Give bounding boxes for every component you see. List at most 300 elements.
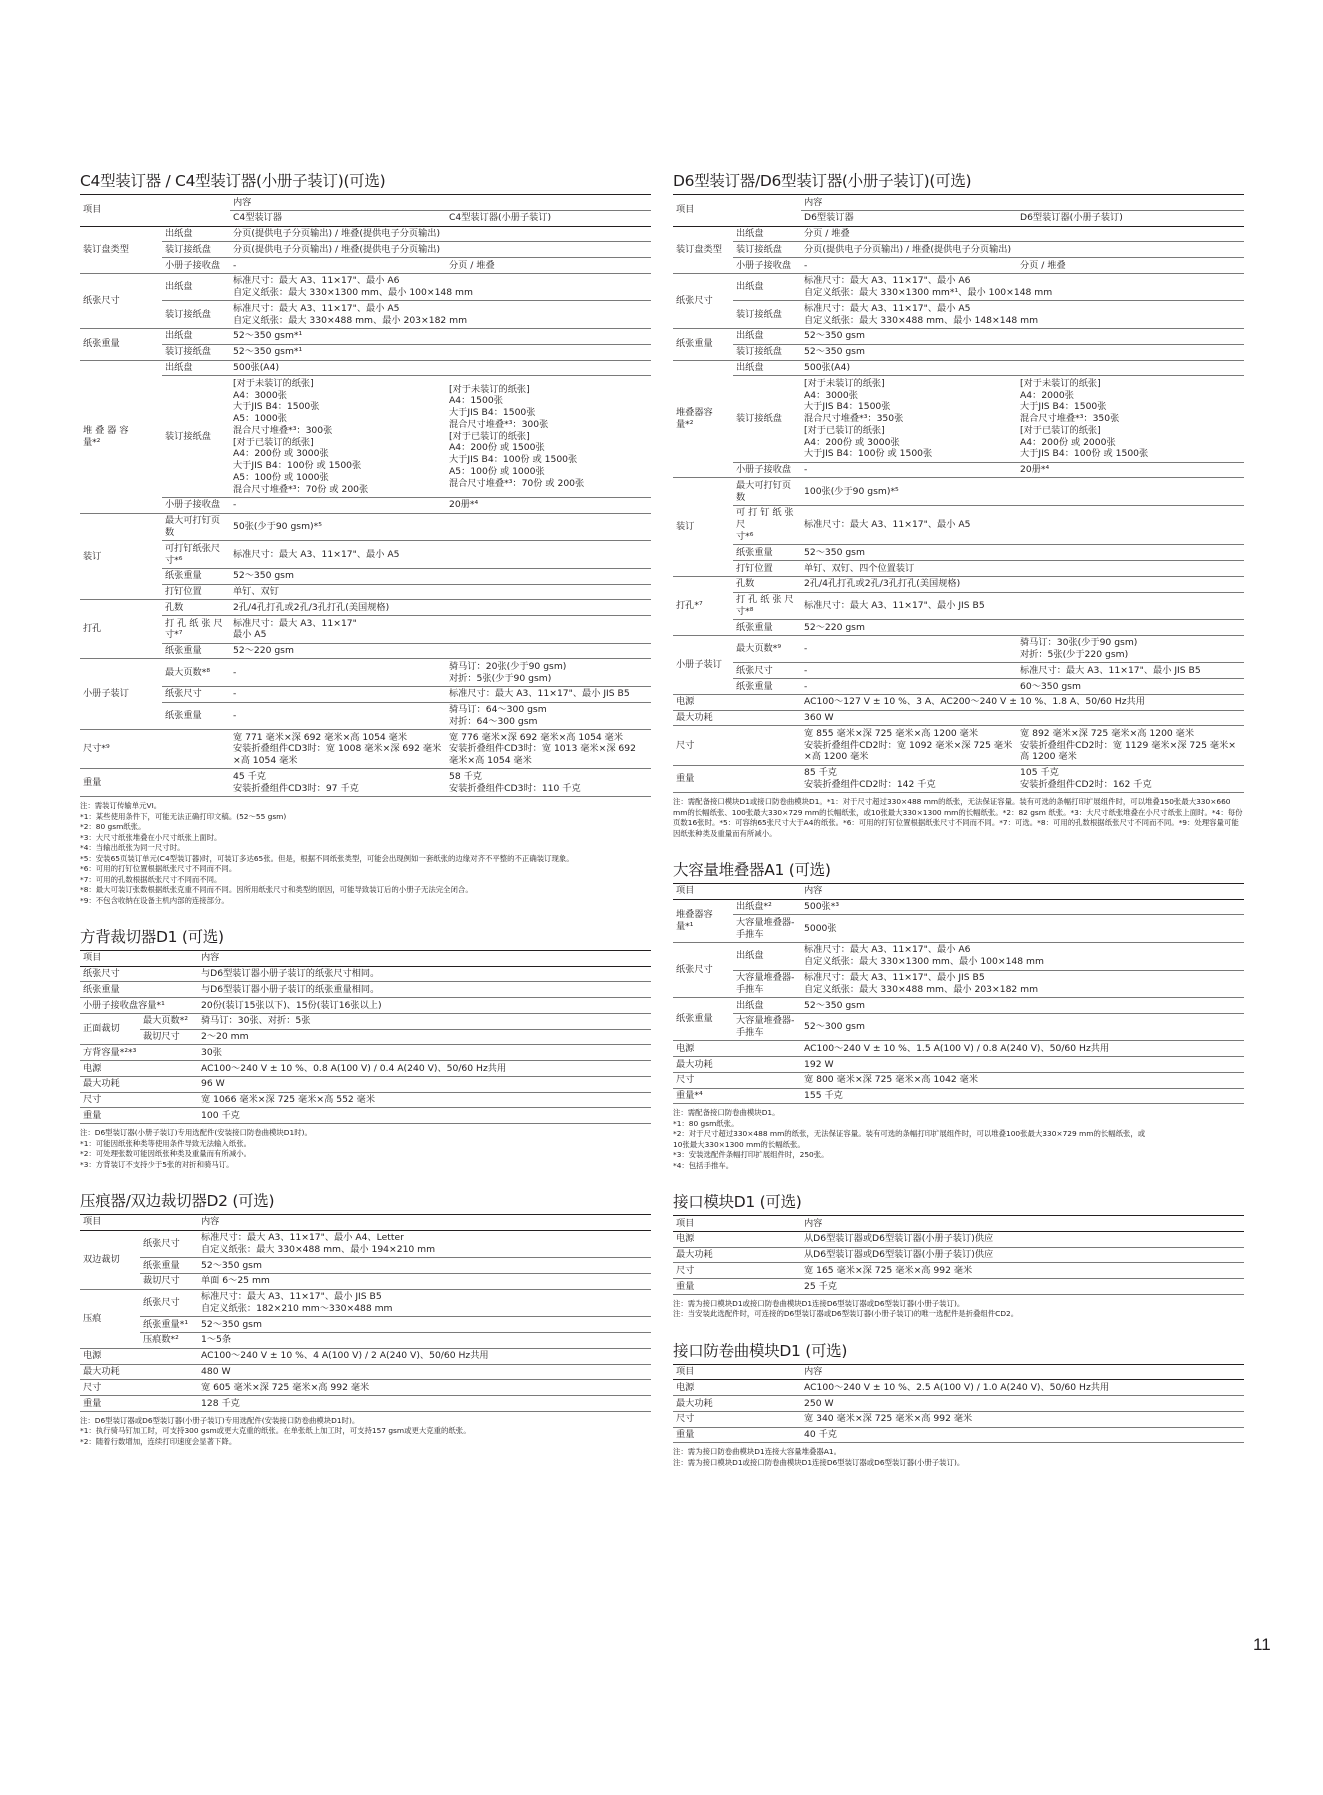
table-cell-value: [对于未装订的纸张] A4：1500张 大于JIS B4：1500张 混合尺寸堆叠*³：300张 [对于已装订的纸张] A4：200份 或 1500张 大于JIS B4：100份 或 1500张 A5：100份 或 1000张 混合尺寸堆叠*³：70份 或 200张	[446, 376, 651, 498]
section-title: 接口防卷曲模块D1 (可选)	[673, 1341, 848, 1360]
table-cell-value: 52～350 gsm*¹	[230, 328, 651, 344]
table-cell-sublabel: 纸张重量*¹	[140, 1317, 198, 1333]
table-cell-value: 标准尺寸：最大 A3、11×17"、最小 A5	[230, 541, 651, 569]
table-cell-label: 电源	[673, 1231, 801, 1247]
table-cell-value: -	[230, 497, 446, 513]
table-row	[80, 1076, 651, 1092]
footnotes	[80, 1128, 651, 1170]
table-cell-value: 标准尺寸：最大 A3、11×17"、最小 A6 自定义纸张：最大 330×1300 mm、最小 100×148 mm	[230, 273, 651, 301]
table-cell-sublabel: 大容量堆叠器- 手推车	[733, 1013, 801, 1041]
table-cell-sublabel: 装订接纸盘	[733, 242, 801, 258]
table-cell-value: 宽 165 毫米×深 725 毫米×高 992 毫米	[801, 1263, 1244, 1279]
table-cell-label: 正面裁切	[80, 1013, 140, 1045]
table-cell-value: -	[230, 659, 446, 687]
footnote: *1：可能因纸张种类等使用条件导致无法输入纸张。	[80, 1138, 251, 1148]
table-cell-sublabel: 装订接纸盘	[733, 376, 801, 462]
table-cell-label: 项目	[80, 950, 198, 966]
table-row	[673, 226, 1244, 242]
table-cell-label: 纸张尺寸	[673, 942, 733, 997]
table-cell-value: 内容	[801, 1364, 1244, 1380]
table-cell-value: 内容	[801, 883, 1244, 899]
table-cell-label: 装订盘类型	[80, 226, 162, 273]
footnote: 注：需为接口模块D1或接口防卷曲模块D1连接D6型装订器或D6型装订器(小册子装订)。	[673, 1457, 965, 1467]
table-cell-sublabel: 纸张尺寸	[140, 1289, 198, 1317]
table-row	[673, 592, 1244, 620]
table-cell-sublabel: 纸张尺寸	[733, 663, 801, 679]
table-cell-value: 与D6型装订器小册子装订的纸张尺寸相同。	[198, 966, 651, 982]
table-cell-label: 尺寸*⁹	[80, 730, 230, 769]
table-cell-value: 标准尺寸：最大 A3、11×17"、最小 JIS B5	[1017, 663, 1244, 679]
table-row	[673, 273, 1244, 301]
footnote: 注：需配备接口防卷曲模块D1。	[673, 1108, 780, 1118]
table-cell-value: 52～220 gsm	[801, 620, 1244, 636]
table-row	[673, 1279, 1244, 1295]
table-row	[80, 966, 651, 982]
table-cell-value: 105 千克 安装折叠组件CD2时：162 千克	[1017, 765, 1244, 793]
table-row	[673, 1216, 1244, 1232]
table-row	[673, 576, 1244, 592]
table-cell-sublabel: 裁切尺寸	[140, 1029, 198, 1045]
table-cell-value: 宽 771 毫米×深 692 毫米×高 1054 毫米 安装折叠组件CD3时：宽 1008 毫米×深 692 毫米×高 1054 毫米	[230, 730, 446, 769]
table-row	[80, 258, 651, 274]
table-row	[80, 950, 651, 966]
table-cell-value: -	[801, 258, 1017, 274]
table-row	[80, 730, 651, 769]
table-cell-value: 500张(A4)	[801, 360, 1244, 376]
table-cell-sublabel: 孔数	[733, 576, 801, 592]
table-cell-value: 52～350 gsm	[230, 568, 651, 584]
table-row	[673, 942, 1244, 970]
table-row	[80, 659, 651, 687]
table-cell-label: 重量	[80, 769, 230, 797]
table-row	[80, 1108, 651, 1124]
table-cell-sublabel: 出纸盘	[733, 273, 801, 301]
section-title: 接口模块D1 (可选)	[673, 1193, 802, 1212]
table-row	[673, 561, 1244, 577]
spec-section	[673, 1342, 1244, 1468]
table-cell-value: 单钉、双钉	[230, 584, 651, 600]
table-row	[80, 194, 651, 210]
table-row	[673, 883, 1244, 899]
table-cell-value: 骑马订：30张(少于90 gsm) 对折：5张(少于220 gsm)	[1017, 635, 1244, 663]
table-cell-label: 装订	[80, 513, 162, 600]
table-row	[673, 194, 1244, 210]
table-row	[80, 242, 651, 258]
table-cell-label: 最大功耗	[673, 1396, 801, 1412]
table-row	[673, 462, 1244, 478]
table-row	[80, 541, 651, 569]
table-cell-label: 重量	[673, 1427, 801, 1443]
table-cell-label: 重量	[80, 1396, 198, 1412]
table-row	[673, 1364, 1244, 1380]
table-cell-value: 60～350 gsm	[1017, 679, 1244, 695]
table-cell-label: 重量	[80, 1108, 198, 1124]
table-cell-label: 尺寸	[80, 1092, 198, 1108]
section-title: 压痕器/双边裁切器D2 (可选)	[80, 1192, 275, 1211]
table-cell-value: 标准尺寸：最大 A3、11×17"、最小 A6 自定义纸张：最大 330×1300 mm、最小 100×148 mm	[801, 942, 1244, 970]
section-title: D6型装订器/D6型装订器(小册子装订)(可选)	[673, 172, 972, 190]
table-row	[673, 478, 1244, 506]
table-cell-value: 分页(提供电子分页输出) / 堆叠(提供电子分页输出)	[230, 242, 651, 258]
spec-section	[673, 172, 1244, 839]
footnote: *2：80 gsm纸张。	[80, 822, 146, 832]
table-cell-value: 标准尺寸：最大 A3、11×17"、最小 A5 自定义纸张：最大 330×488 mm、最小 148×148 mm	[801, 301, 1244, 329]
table-cell-value: 分页(提供电子分页输出) / 堆叠(提供电子分页输出)	[801, 242, 1244, 258]
table-cell-label: 装订盘类型	[673, 226, 733, 273]
table-cell-value: 骑马订：20张(少于90 gsm) 对折：5张(少于90 gsm)	[446, 659, 651, 687]
table-cell-sublabel: 纸张重量	[733, 545, 801, 561]
table-row	[673, 1041, 1244, 1057]
table-cell-label: 打孔	[80, 600, 162, 659]
table-row	[80, 1348, 651, 1364]
table-cell-value: 20册*⁴	[446, 497, 651, 513]
table-cell-label: 方背容量*²*³	[80, 1045, 198, 1061]
table-cell-value: 155 千克	[801, 1088, 1244, 1104]
table-cell-sublabel: 出纸盘	[733, 360, 801, 376]
table-cell-value: D6型装订器(小册子装订)	[1017, 210, 1244, 226]
table-cell-value: 100张(少于90 gsm)*⁵	[801, 478, 1244, 506]
table-cell-label: 尺寸	[80, 1380, 198, 1396]
table-cell-value: 50张(少于90 gsm)*⁵	[230, 513, 651, 541]
table-row	[673, 915, 1244, 943]
table-cell-value: 标准尺寸：最大 A3、11×17"、最小 A5 自定义纸张：最大 330×488 mm、最小 203×182 mm	[230, 301, 651, 329]
table-row	[80, 1380, 651, 1396]
table-cell-label: 项目	[80, 194, 230, 226]
spec-table	[80, 950, 651, 1124]
table-row	[673, 899, 1244, 915]
table-cell-value: 20份(装订15张以下)、15份(装订16张以上)	[198, 998, 651, 1014]
table-row	[80, 1273, 651, 1289]
table-cell-value: 5000张	[801, 915, 1244, 943]
table-cell-value: 与D6型装订器小册子装订的纸张重量相同。	[198, 982, 651, 998]
table-cell-value: 分页(提供电子分页输出) / 堆叠(提供电子分页输出)	[230, 226, 651, 242]
table-cell-label: 最大功耗	[673, 1057, 801, 1073]
table-cell-label: 尺寸	[673, 1072, 801, 1088]
table-row	[80, 1332, 651, 1348]
table-cell-value: 内容	[801, 194, 1244, 210]
section-title: 大容量堆叠器A1 (可选)	[673, 861, 831, 880]
table-cell-sublabel: 打 孔 纸 张 尺 寸*⁷	[162, 616, 230, 644]
table-cell-value: 52～350 gsm*¹	[230, 344, 651, 360]
table-cell-sublabel: 小册子接收盘	[162, 258, 230, 274]
table-cell-sublabel: 压痕数*²	[140, 1332, 198, 1348]
table-row	[80, 1317, 651, 1333]
footnote: 注：当安装此选配件时，可连接的D6型装订器或D6型装订器(小册子装订)的唯一选配件是折叠组件CD2。	[673, 1309, 1019, 1319]
spec-table	[673, 883, 1244, 1104]
table-cell-label: 电源	[80, 1348, 198, 1364]
table-cell-label: 最大功耗	[80, 1076, 198, 1092]
table-cell-label: 最大功耗	[673, 1247, 801, 1263]
table-cell-value: 标准尺寸：最大 A3、11×17"、最小 JIS B5	[801, 592, 1244, 620]
table-cell-sublabel: 最大页数*⁹	[733, 635, 801, 663]
table-cell-sublabel: 最大可打钉页数	[733, 478, 801, 506]
table-cell-sublabel: 大容量堆叠器- 手推车	[733, 970, 801, 998]
table-cell-value: 52～350 gsm	[801, 545, 1244, 561]
table-cell-value: 宽 340 毫米×深 725 毫米×高 992 毫米	[801, 1411, 1244, 1427]
table-cell-sublabel: 小册子接收盘	[733, 462, 801, 478]
table-cell-label: 小册子装订	[80, 659, 162, 730]
table-row	[673, 328, 1244, 344]
footnotes	[673, 797, 1244, 839]
table-cell-value: 宽 800 毫米×深 725 毫米×高 1042 毫米	[801, 1072, 1244, 1088]
footnote: *5：安装65页装订单元(C4型装订器)时，可装订多达65张。但是，根据不同纸张类型，可能会出现例如一套纸张的边缘对齐不平整的不正确装订现象。	[80, 853, 574, 863]
table-row	[673, 710, 1244, 726]
table-row	[673, 726, 1244, 765]
table-cell-value: 内容	[801, 1216, 1244, 1232]
table-cell-label: 项目	[80, 1214, 198, 1230]
table-cell-label: 项目	[673, 1216, 801, 1232]
table-cell-value: 500张*³	[801, 899, 1244, 915]
footnote: 注：D6型装订器(小册子装订)专用选配件(安装接口防卷曲模块D1时)。	[80, 1128, 312, 1138]
table-cell-value: 标准尺寸：最大 A3、11×17"、最小 A4、Letter 自定义纸张：最大 330×488 mm、最小 194×210 mm	[198, 1230, 651, 1258]
table-row	[80, 497, 651, 513]
table-cell-sublabel: 小册子接收盘	[733, 258, 801, 274]
table-cell-value: 85 千克 安装折叠组件CD2时：142 千克	[801, 765, 1017, 793]
table-cell-value: 单钉、双钉、四个位置装订	[801, 561, 1244, 577]
table-cell-label: 纸张重量	[673, 328, 733, 360]
table-row	[80, 226, 651, 242]
table-cell-value: 480 W	[198, 1364, 651, 1380]
spec-section	[80, 928, 651, 1170]
table-row	[80, 686, 651, 702]
table-cell-value: 标准尺寸：最大 A3、11×17"、最小 JIS B5	[446, 686, 651, 702]
table-cell-sublabel: 装订接纸盘	[162, 301, 230, 329]
table-cell-sublabel: 装订接纸盘	[733, 301, 801, 329]
table-cell-sublabel: 纸张重量	[162, 702, 230, 730]
table-cell-sublabel: 纸张重量	[162, 643, 230, 659]
footnote: *2：对于尺寸超过330×488 mm的纸张，无法保证容量。装有可选的条幅打印扩展组件时，可以堆叠100张最大330×729 mm的长幅纸张，或 10张最大330×1300 mm的长幅纸张。	[673, 1129, 1146, 1149]
table-cell-value: -	[230, 686, 446, 702]
table-cell-value: 内容	[198, 1214, 651, 1230]
table-cell-sublabel: 装订接纸盘	[162, 344, 230, 360]
table-row	[80, 1013, 651, 1029]
table-cell-label: 打孔*⁷	[673, 576, 733, 635]
left-column	[80, 172, 651, 1469]
table-cell-value: -	[230, 702, 446, 730]
table-cell-value: 96 W	[198, 1076, 651, 1092]
spec-table	[673, 194, 1244, 794]
table-row	[673, 242, 1244, 258]
table-cell-value: 从D6型装订器或D6型装订器(小册子装订)供应	[801, 1231, 1244, 1247]
table-row	[673, 635, 1244, 663]
table-cell-label: 电源	[673, 694, 801, 710]
table-row	[80, 769, 651, 797]
table-cell-sublabel: 装订接纸盘	[162, 242, 230, 258]
table-row	[80, 1396, 651, 1412]
footnote: *4：当输出纸张为同一尺寸时。	[80, 843, 185, 853]
table-cell-sublabel: 大容量堆叠器- 手推车	[733, 915, 801, 943]
table-row	[673, 1013, 1244, 1041]
table-cell-sublabel: 打钉位置	[162, 584, 230, 600]
table-cell-value: 分页 / 堆叠	[446, 258, 651, 274]
table-cell-sublabel: 可打钉纸张尺 寸*⁶	[162, 541, 230, 569]
table-row	[80, 344, 651, 360]
table-cell-value: 52～350 gsm	[801, 328, 1244, 344]
table-row	[673, 1380, 1244, 1396]
table-cell-value: 骑马订：30张、对折：5张	[198, 1013, 651, 1029]
footnote: *9：不包含收纳在设备主机内部的连接部分。	[80, 895, 229, 905]
table-cell-value: 标准尺寸：最大 A3、11×17"、最小 JIS B5 自定义纸张：最大 330×488 mm、最小 203×182 mm	[801, 970, 1244, 998]
table-cell-label: 尺寸	[673, 1263, 801, 1279]
table-cell-label: 堆 叠 器 容 量*²	[80, 360, 162, 513]
table-cell-label: 纸张尺寸	[80, 273, 162, 328]
spec-section	[673, 1193, 1244, 1319]
footnote: *7：可用的孔数根据纸张尺寸不同而不同。	[80, 874, 222, 884]
table-cell-label: 纸张尺寸	[673, 273, 733, 328]
footnote: *3：安装选配件条幅打印扩展组件时，250张。	[673, 1150, 829, 1160]
table-row	[80, 982, 651, 998]
table-cell-value: 52～300 gsm	[801, 1013, 1244, 1041]
table-row	[80, 998, 651, 1014]
footnote: *4：包括手推车。	[673, 1160, 734, 1170]
table-row	[80, 513, 651, 541]
footnotes	[673, 1299, 1244, 1320]
table-cell-value: 单面 6～25 mm	[198, 1273, 651, 1289]
table-cell-value: 标准尺寸：最大 A3、11×17" 最小 A5	[230, 616, 651, 644]
table-cell-value: D6型装订器	[801, 210, 1017, 226]
table-row	[80, 1289, 651, 1317]
table-cell-sublabel: 出纸盘	[733, 328, 801, 344]
table-cell-label: 最大功耗	[80, 1364, 198, 1380]
table-cell-value: AC100～240 V ± 10 %、2.5 A(100 V) / 1.0 A(240 V)、50/60 Hz共用	[801, 1380, 1244, 1396]
table-row	[673, 765, 1244, 793]
table-cell-value: 100 千克	[198, 1108, 651, 1124]
table-cell-sublabel: 出纸盘	[162, 273, 230, 301]
table-cell-value: 30张	[198, 1045, 651, 1061]
table-cell-value: 52～350 gsm	[801, 344, 1244, 360]
table-row	[80, 360, 651, 376]
table-cell-sublabel: 出纸盘	[162, 360, 230, 376]
table-cell-value: 360 W	[801, 710, 1244, 726]
table-cell-value: 宽 776 毫米×深 692 毫米×高 1054 毫米 安装折叠组件CD3时：宽 1013 毫米×深 692 毫米×高 1054 毫米	[446, 730, 651, 769]
table-cell-value: 标准尺寸：最大 A3、11×17"、最小 A5	[801, 505, 1244, 544]
table-cell-value: 25 千克	[801, 1279, 1244, 1295]
table-cell-label: 电源	[673, 1380, 801, 1396]
table-cell-value: 45 千克 安装折叠组件CD3时：97 千克	[230, 769, 446, 797]
table-cell-label: 压痕	[80, 1289, 140, 1348]
table-cell-label: 小册子接收盘容量*¹	[80, 998, 198, 1014]
table-cell-value: [对于未装订的纸张] A4：3000张 大于JIS B4：1500张 A5：1000张 混合尺寸堆叠*³：300张 [对于已装订的纸张] A4：200份 或 3000张 大于JIS B4：100份 或 1500张 A5：100份 或 1000张 混合尺寸堆叠*³：70份 或 200张	[230, 376, 446, 498]
table-cell-value: 128 千克	[198, 1396, 651, 1412]
table-cell-sublabel: 最大页数*⁸	[162, 659, 230, 687]
table-row	[80, 1258, 651, 1274]
table-row	[673, 1072, 1244, 1088]
table-cell-value: AC100～127 V ± 10 %、3 A、AC200～240 V ± 10 %、1.8 A、50/60 Hz共用	[801, 694, 1244, 710]
footnote: *2：可处理张数可能因纸张种类及重量而有所减小。	[80, 1149, 251, 1159]
table-cell-value: 标准尺寸：最大 A3、11×17"、最小 JIS B5 自定义纸张：182×210 mm～330×488 mm	[198, 1289, 651, 1317]
table-cell-value: 2～20 mm	[198, 1029, 651, 1045]
table-row	[673, 1088, 1244, 1104]
table-cell-value: [对于未装订的纸张] A4：2000张 大于JIS B4：1500张 混合尺寸堆叠*³：350张 [对于已装订的纸张] A4：200份 或 2000张 大于JIS B4：100份 或 1500张	[1017, 376, 1244, 462]
table-row	[673, 1396, 1244, 1412]
table-row	[80, 376, 651, 498]
footnote: 注：需为接口模块D1或接口防卷曲模块D1连接D6型装订器或D6型装订器(小册子装订)。	[673, 1298, 965, 1308]
table-cell-value: [对于未装订的纸张] A4：3000张 大于JIS B4：1500张 混合尺寸堆叠*³：350张 [对于已装订的纸张] A4：200份 或 3000张 大于JIS B4：100份 或 1500张	[801, 376, 1017, 462]
table-row	[80, 643, 651, 659]
table-cell-value: -	[801, 635, 1017, 663]
table-row	[673, 663, 1244, 679]
table-row	[80, 1029, 651, 1045]
table-cell-label: 纸张重量	[80, 328, 162, 360]
table-cell-value: AC100～240 V ± 10 %、0.8 A(100 V) / 0.4 A(240 V)、50/60 Hz共用	[198, 1061, 651, 1077]
footnote: *1：某些使用条件下，可能无法正确打印文稿。(52～55 gsm)	[80, 811, 287, 821]
table-row	[673, 1427, 1244, 1443]
table-cell-sublabel: 装订接纸盘	[162, 376, 230, 498]
table-cell-value: -	[801, 462, 1017, 478]
table-row	[673, 545, 1244, 561]
table-cell-sublabel: 小册子接收盘	[162, 497, 230, 513]
spec-table	[673, 1215, 1244, 1295]
table-cell-value: 2孔/4孔打孔或2孔/3孔打孔(美国规格)	[230, 600, 651, 616]
table-row	[80, 328, 651, 344]
table-row	[673, 344, 1244, 360]
table-row	[80, 1214, 651, 1230]
table-cell-label: 装订	[673, 478, 733, 576]
table-cell-sublabel: 纸张重量	[140, 1258, 198, 1274]
footnote: *8：最大可装订张数根据纸张克重不同而不同。因所用纸张尺寸和类型的原因，可能导致装订后的小册子无法完全闭合。	[80, 885, 473, 895]
footnote: 注：需配备接口模块D1或接口防卷曲模块D1。*1：对于尺寸超过330×488 mm的纸张，无法保证容量。装有可选的条幅打印扩展组件时，可以堆叠150张最大330×660 mm的长幅纸张、100张最大330×729 mm的长幅纸张，或10张最大330×1300 mm的长幅纸张。*2：82 gsm 纸张。*3：大尺寸纸张堆叠在小尺寸纸张上面时。*4：每份页数16张时。*5：可容纳65张尺寸大于A4的纸张。*6：可用的打钉位置根据纸张尺寸不同而不同。*7：可选。*8：可用的孔数根据纸张尺寸不同而不同。*9：处理容量可能因纸张种类及重量而有所减小。	[673, 797, 1243, 838]
table-cell-label: 电源	[673, 1041, 801, 1057]
table-cell-value: C4型装订器	[230, 210, 446, 226]
table-cell-value: 58 千克 安装折叠组件CD3时：110 千克	[446, 769, 651, 797]
table-cell-sublabel: 打钉位置	[733, 561, 801, 577]
table-cell-label: 双边裁切	[80, 1230, 140, 1289]
table-cell-label: 项目	[673, 194, 801, 226]
table-cell-value: C4型装订器(小册子装订)	[446, 210, 651, 226]
footnote: 注：需为接口防卷曲模块D1连接大容量堆叠器A1。	[673, 1447, 841, 1457]
table-row	[80, 584, 651, 600]
footnotes	[80, 801, 651, 906]
table-cell-label: 尺寸	[673, 726, 801, 765]
spec-section	[80, 1192, 651, 1447]
table-cell-label: 重量	[673, 1279, 801, 1295]
table-cell-sublabel: 出纸盘	[733, 942, 801, 970]
footnote: *3：大尺寸纸张堆叠在小尺寸纸张上面时。	[80, 832, 222, 842]
table-cell-label: 重量	[673, 765, 801, 793]
table-row	[673, 998, 1244, 1014]
table-cell-label: 重量*⁴	[673, 1088, 801, 1104]
table-cell-value: 宽 892 毫米×深 725 毫米×高 1200 毫米 安装折叠组件CD2时：宽 1129 毫米×深 725 毫米×高 1200 毫米	[1017, 726, 1244, 765]
table-cell-value: 标准尺寸：最大 A3、11×17"、最小 A6 自定义纸张：最大 330×1300 mm*¹、最小 100×148 mm	[801, 273, 1244, 301]
table-cell-label: 最大功耗	[673, 710, 801, 726]
table-cell-value: 52～350 gsm	[198, 1258, 651, 1274]
table-cell-label: 小册子装订	[673, 635, 733, 694]
table-cell-value: 20册*⁴	[1017, 462, 1244, 478]
table-row	[80, 301, 651, 329]
spec-table	[80, 1214, 651, 1412]
table-row	[673, 1057, 1244, 1073]
table-row	[673, 301, 1244, 329]
table-cell-label: 纸张重量	[80, 982, 198, 998]
right-column	[673, 172, 1244, 1490]
table-cell-sublabel: 最大可打钉页数	[162, 513, 230, 541]
spec-table	[673, 1364, 1244, 1444]
table-cell-sublabel: 出纸盘	[162, 328, 230, 344]
table-cell-value: AC100～240 V ± 10 %、1.5 A(100 V) / 0.8 A(240 V)、50/60 Hz共用	[801, 1041, 1244, 1057]
footnotes	[673, 1108, 1244, 1171]
table-row	[673, 694, 1244, 710]
footnote: *1：执行骑马钉加工时，可支持300 gsm或更大克重的纸张。在单张纸上加工时，可支持157 gsm或更大克重的纸张。	[80, 1426, 471, 1436]
footnote: *6：可用的打钉位置根据纸张尺寸不同而不同。	[80, 864, 237, 874]
section-title: C4型装订器 / C4型装订器(小册子装订)(可选)	[80, 172, 386, 190]
table-cell-value: 宽 1066 毫米×深 725 毫米×高 552 毫米	[198, 1092, 651, 1108]
table-cell-value: 500张(A4)	[230, 360, 651, 376]
footnote: *2：随着行数增加，连续打印速度会显著下降。	[80, 1436, 237, 1446]
table-cell-sublabel: 可 打 钉 纸 张 尺 寸*⁶	[733, 505, 801, 544]
table-cell-value: 250 W	[801, 1396, 1244, 1412]
table-row	[673, 1231, 1244, 1247]
table-cell-label: 堆叠器容 量*¹	[673, 899, 733, 942]
